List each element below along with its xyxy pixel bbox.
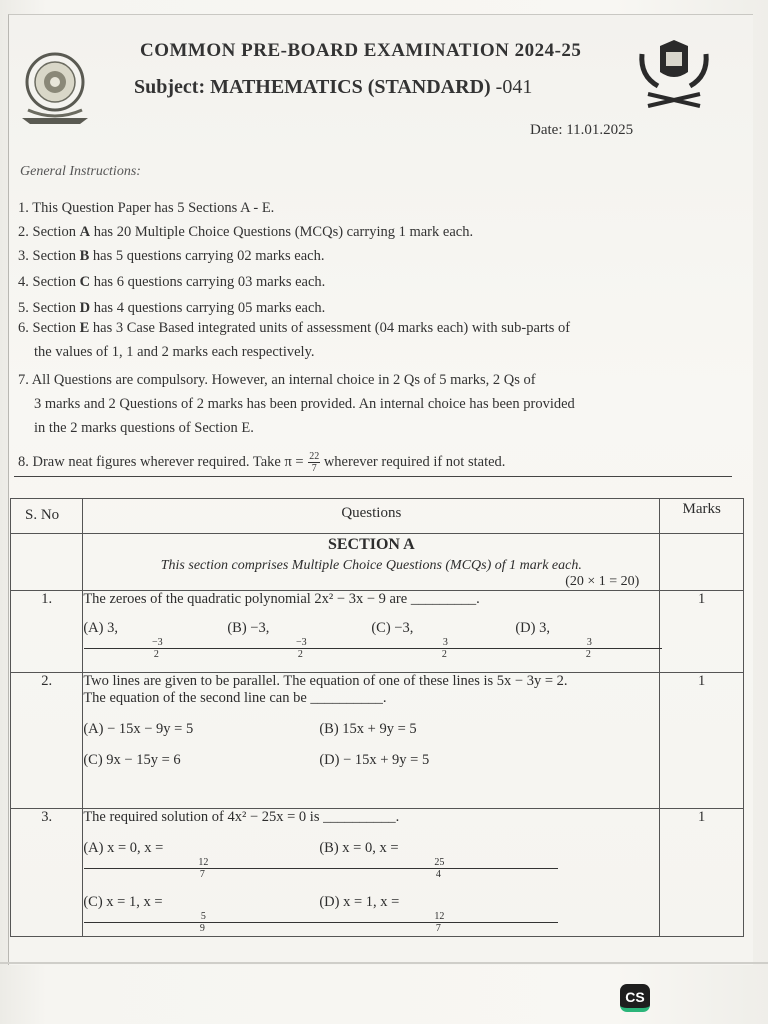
question-number: 2. — [11, 673, 83, 809]
school-emblem-icon — [14, 48, 96, 128]
question-number: 1. — [11, 591, 83, 673]
sno-header: S. No — [11, 499, 83, 534]
question-marks: 1 — [660, 809, 744, 937]
option-d: (D) − 15x + 9y = 5 — [319, 752, 430, 768]
options-row — [83, 894, 659, 934]
instruction-item: 7. All Questions are compulsory. However, an internal choice in 2 Qs of 5 marks, 2 Qs of 3 marks and 2 Questions of 2 marks has been provided. An internal choice has been provided in the 2 marks questions of Section E. — [18, 372, 575, 436]
instruction-item: 1. This Question Paper has 5 Sections A - E. — [18, 200, 275, 216]
question-text-continued: The equation of the second line can be __________. — [83, 690, 387, 706]
option-a: (A) − 15x − 9y = 5 — [83, 721, 194, 737]
option-c: (C) −3, $\frac{3}{2}$ — [371, 620, 515, 660]
table-row — [11, 809, 744, 937]
option-b: (B) 15x + 9y = 5 — [319, 721, 417, 737]
options-row — [83, 752, 659, 769]
section-title: SECTION A — [327, 536, 415, 553]
exam-title: COMMON PRE-BOARD EXAMINATION 2024-25 — [140, 40, 582, 61]
instructions-heading: General Instructions: — [20, 164, 141, 179]
option-a: (A) 3, $\frac{-3}{2}$ — [83, 620, 227, 660]
instruction-item: 5. Section D has 4 questions carrying 05 marks each. — [18, 300, 326, 316]
option-a: (A) x = 0, x = $\frac{12}{7}$ — [83, 840, 319, 880]
instruction-item: 8. Draw neat figures wherever required. Take π = $\frac{22}{7}$ wherever required if not stated. — [18, 451, 506, 475]
subject-label: Subject: — [134, 76, 206, 98]
table-row — [11, 591, 744, 673]
question-text: Two lines are given to be parallel. The equation of one of these lines is 5x − 3y = 2. — [83, 673, 568, 689]
option-d: (D) 3, $\frac{3}{2}$ — [515, 620, 659, 660]
question-marks: 1 — [660, 673, 744, 809]
table-row — [11, 673, 744, 809]
marks-header: Marks — [660, 499, 744, 534]
camscanner-badge-icon: CS — [620, 984, 650, 1012]
divider — [14, 476, 732, 477]
option-c: (C) x = 1, x = $\frac{5}{9}$ — [83, 894, 319, 934]
section-description: This section comprises Multiple Choice Questions (MCQs) of 1 mark each. — [160, 558, 582, 573]
options-row — [83, 721, 659, 738]
option-b: (B) x = 0, x = $\frac{25}{4}$ — [319, 840, 555, 880]
subject-name: MATHEMATICS (STANDARD) — [210, 76, 491, 98]
question-text: The zeroes of the quadratic polynomial 2x² − 3x − 9 are _________. — [83, 591, 480, 607]
section-marks: (20 × 1 = 20) — [565, 574, 640, 589]
pi-fraction: $\frac{22}{7}$ — [309, 451, 320, 475]
exam-date: Date: 11.01.2025 — [530, 122, 634, 138]
subject-code: -041 — [495, 76, 533, 98]
question-number: 3. — [11, 809, 83, 937]
instruction-item: 4. Section C has 6 questions carrying 03 marks each. — [18, 274, 326, 290]
section-row — [11, 534, 744, 591]
option-b: (B) −3, $\frac{-3}{2}$ — [227, 620, 371, 660]
question-marks: 1 — [660, 591, 744, 673]
options-list — [83, 620, 659, 660]
instruction-item: 3. Section B has 5 questions carrying 02 marks each. — [18, 248, 325, 264]
instruction-item: 2. Section A has 20 Multiple Choice Questions (MCQs) carrying 1 mark each. — [18, 224, 474, 240]
question-table — [10, 498, 744, 937]
option-c: (C) 9x − 15y = 6 — [83, 752, 181, 768]
instruction-item: 6. Section E has 3 Case Based integrated units of assessment (04 marks each) with sub-parts of the values of 1, 1 and 2 marks each respectively. — [18, 320, 571, 360]
paper-edge — [0, 962, 768, 964]
questions-header: Questions — [83, 499, 660, 534]
question-text: The required solution of 4x² − 25x = 0 is __________. — [83, 809, 400, 825]
option-d: (D) x = 1, x = $\frac{12}{7}$ — [319, 894, 555, 934]
options-row — [83, 840, 659, 880]
subject-line — [134, 76, 634, 99]
board-crest-icon — [636, 36, 712, 112]
